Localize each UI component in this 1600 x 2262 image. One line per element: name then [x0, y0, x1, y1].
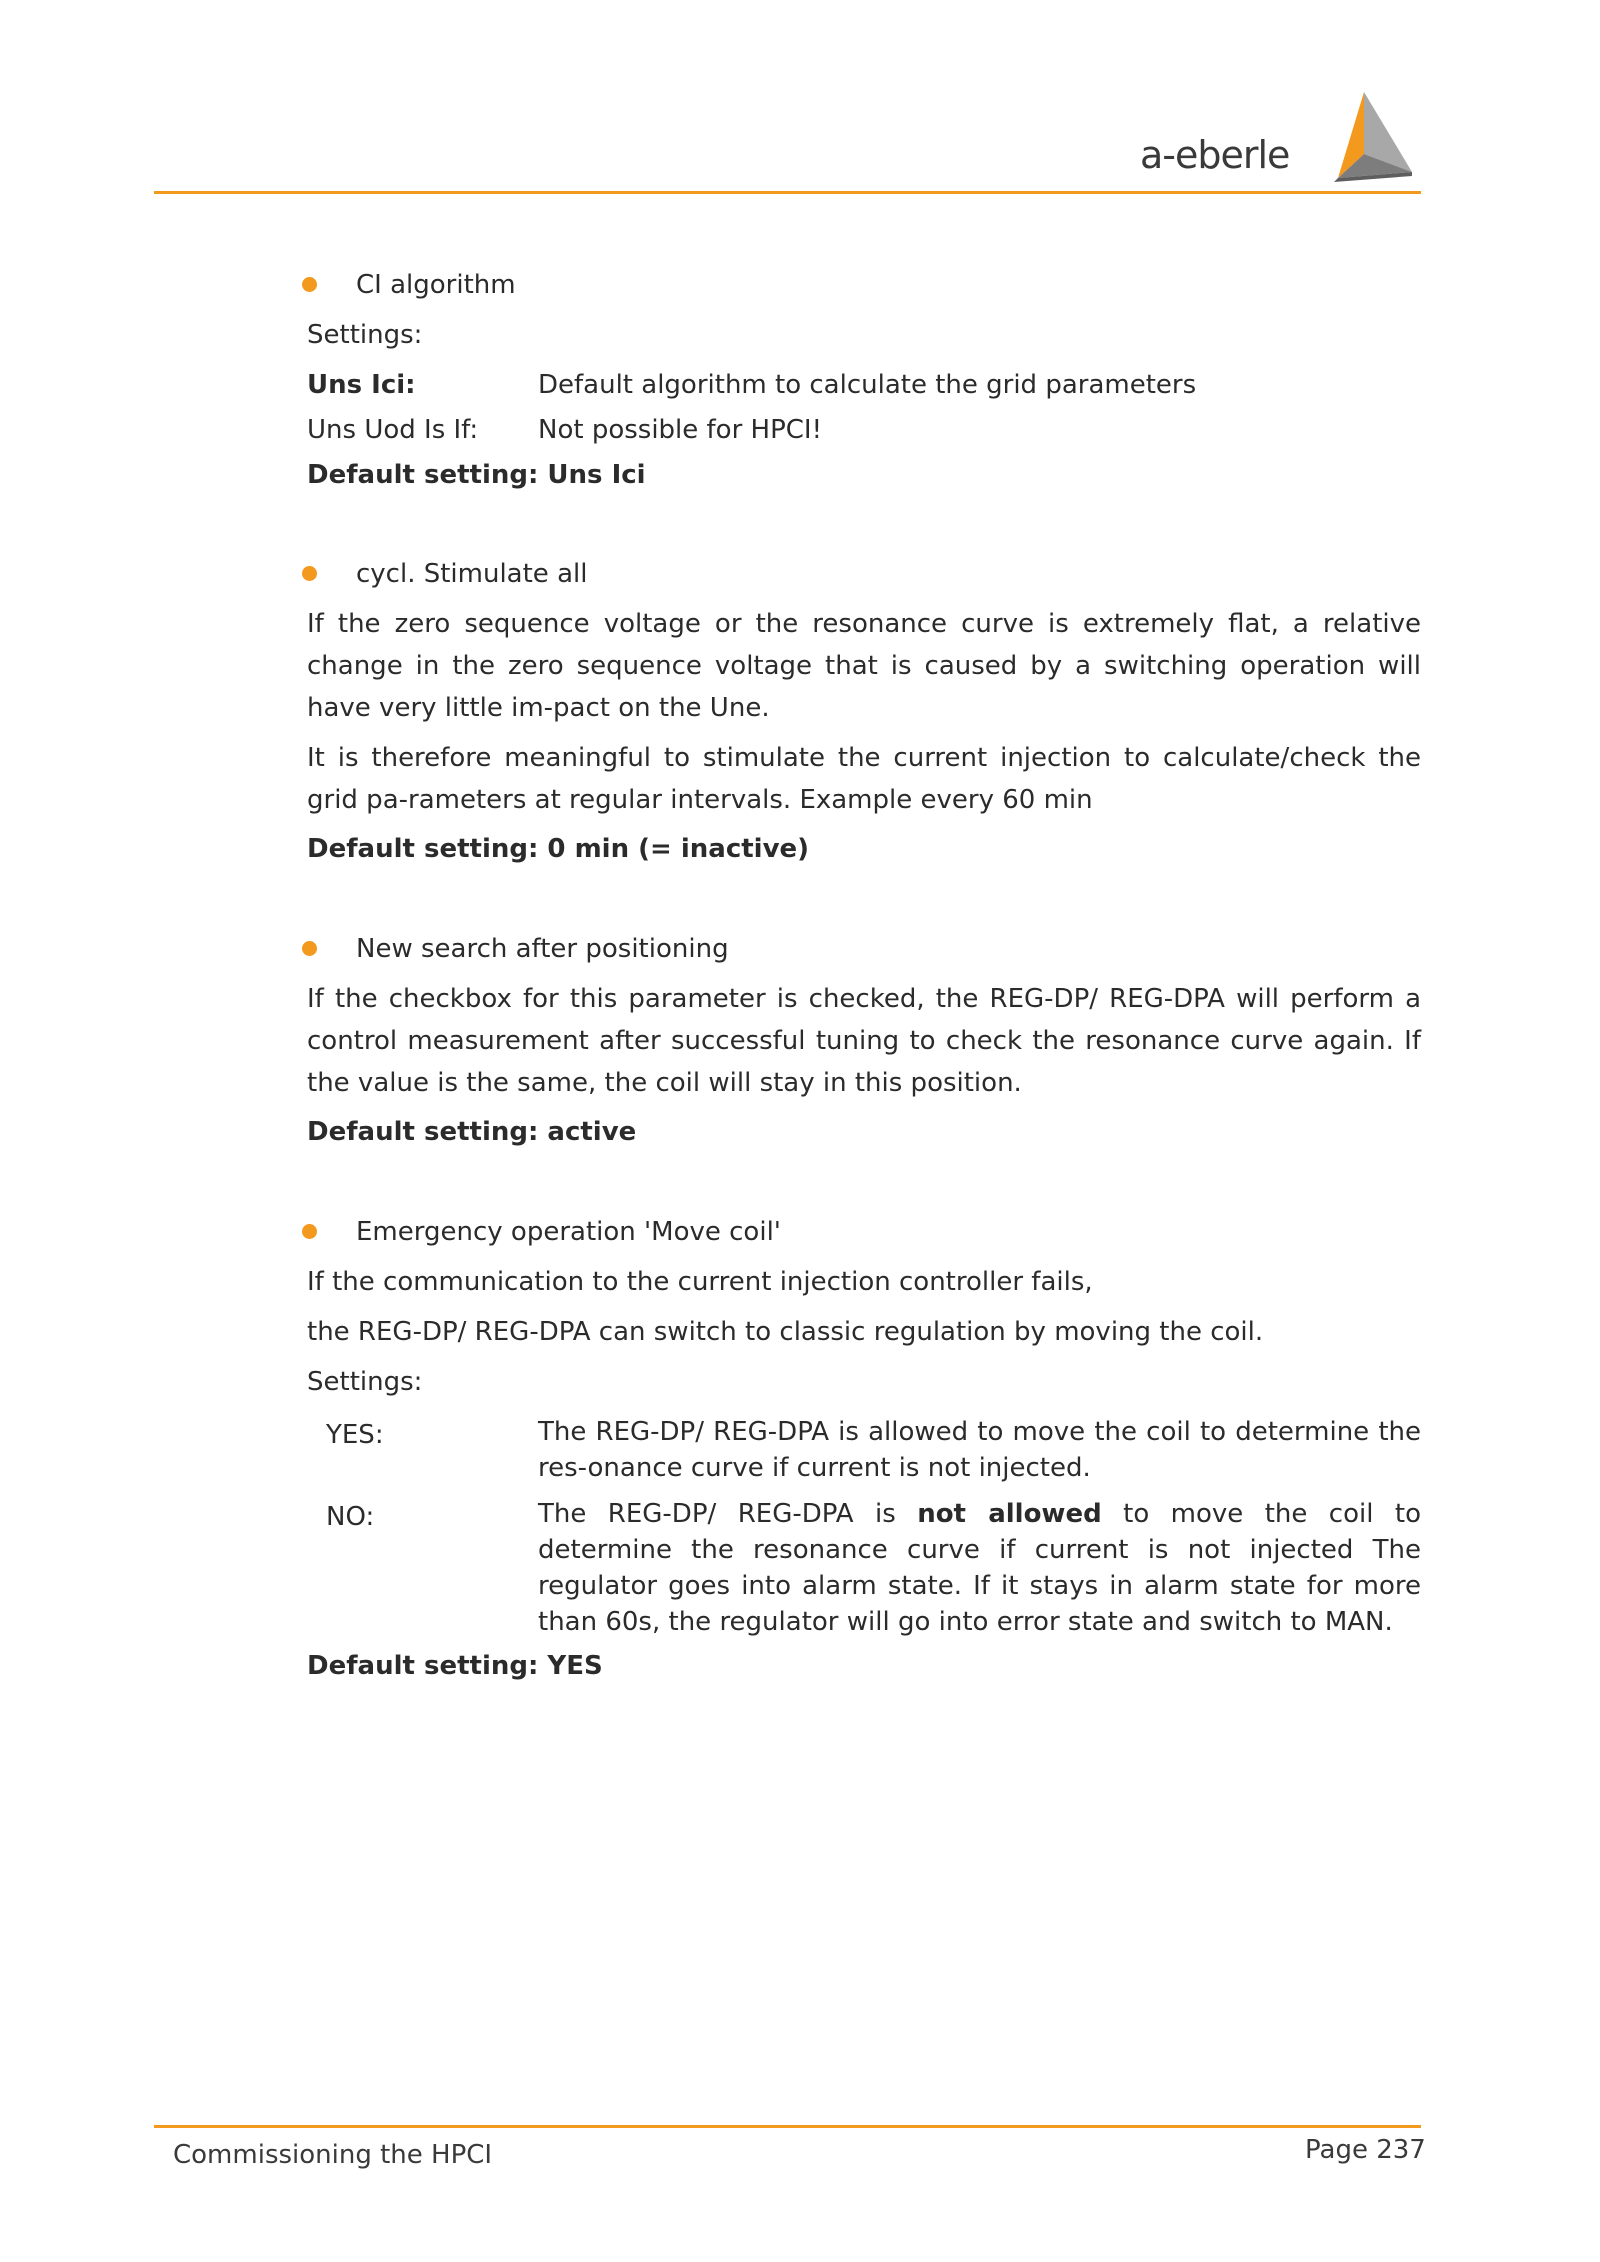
newsearch-paragraph: If the checkbox for this parameter is checked, the REG-DP/ REG-DPA will perform a control measurement after successful tuning to check the resonance curve again. If the value is the same, the coil will stay in this position. — [307, 984, 1421, 1098]
emergency-no-def-part2: to move the coil to determine the resonance curve if current is not injected The regulator goes into alarm state. If it stays in alarm state for more than 60s, the regulator will go into error state and switch to MAN. — [538, 1499, 1421, 1637]
ci-settings-label: Settings: — [307, 320, 423, 350]
emergency-line-1: If the communication to the current injection controller fails, — [307, 1267, 1093, 1297]
header-divider — [154, 191, 1421, 194]
emergency-no-def-emphasis: not allowed — [917, 1499, 1102, 1529]
logo-triangle-icon — [1308, 92, 1412, 182]
ci-option2-def: Not possible for HPCI! — [538, 415, 823, 445]
emergency-line-2: the REG-DP/ REG-DPA can switch to classic regulation by moving the coil. — [307, 1317, 1264, 1347]
footer-page-number: Page 237 — [1305, 2135, 1426, 2165]
cycl-default-setting: Default setting: 0 min (= inactive) — [307, 834, 810, 864]
emergency-no-def-part1: The REG-DP/ REG-DPA is — [538, 1499, 918, 1529]
emergency-settings-label: Settings: — [307, 1367, 423, 1397]
section-title-emergency: Emergency operation 'Move coil' — [356, 1217, 781, 1247]
ci-option2-term: Uns Uod Is If: — [307, 415, 479, 445]
emergency-yes-def: The REG-DP/ REG-DPA is allowed to move the coil to determine the res-onance curve if current is not injected. — [538, 1417, 1421, 1483]
bullet-icon — [302, 1224, 317, 1239]
emergency-yes-term: YES: — [326, 1420, 384, 1450]
bullet-icon — [302, 277, 317, 292]
newsearch-default-setting: Default setting: active — [307, 1117, 637, 1147]
footer-divider — [154, 2125, 1421, 2128]
ci-option1-term: Uns Ici: — [307, 370, 416, 400]
emergency-no-term: NO: — [326, 1502, 375, 1532]
section-title-newsearch: New search after positioning — [356, 934, 729, 964]
cycl-paragraph-2: It is therefore meaningful to stimulate the current injection to calculate/check the grid pa-rameters at regular intervals. Example every 60 min — [307, 743, 1421, 815]
logo-text: a-eberle — [1140, 133, 1290, 177]
ci-default-setting: Default setting: Uns Ici — [307, 460, 646, 490]
emergency-default-setting: Default setting: YES — [307, 1651, 603, 1681]
ci-option1-def: Default algorithm to calculate the grid parameters — [538, 370, 1197, 400]
section-title-cycl: cycl. Stimulate all — [356, 559, 588, 589]
bullet-icon — [302, 566, 317, 581]
section-title-ci: CI algorithm — [356, 270, 516, 300]
emergency-no-def — [538, 1496, 1421, 1640]
bullet-icon — [302, 941, 317, 956]
footer-chapter-title: Commissioning the HPCI — [173, 2140, 493, 2170]
cycl-paragraph-1: If the zero sequence voltage or the resonance curve is extremely flat, a relative change in the zero sequence voltage that is caused by a switching operation will have very little im-pact on the Une. — [307, 609, 1421, 723]
company-logo — [1140, 92, 1412, 184]
